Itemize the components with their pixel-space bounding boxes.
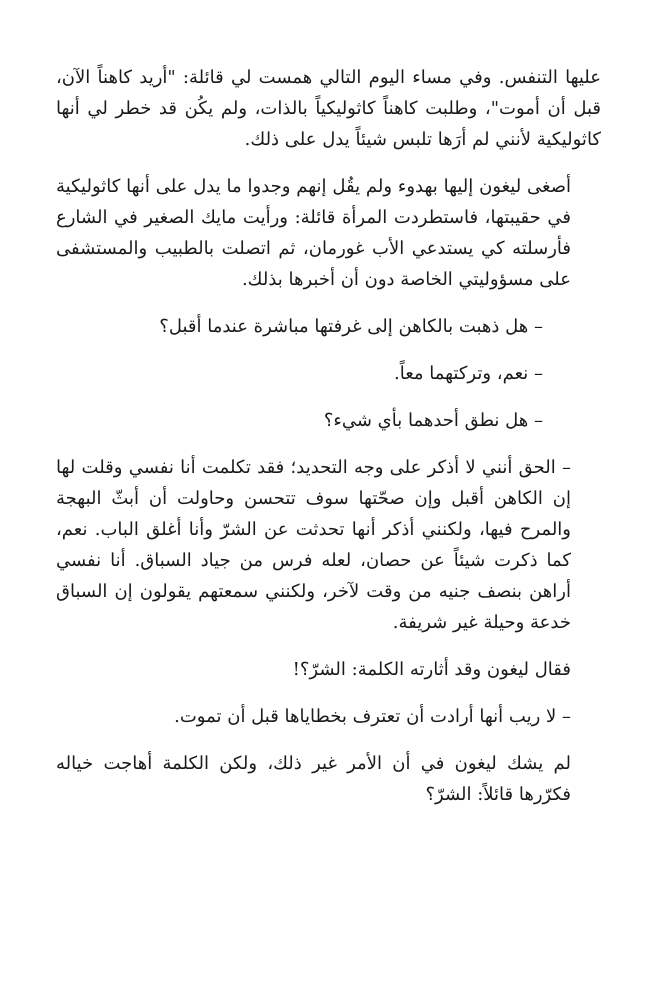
dialogue-line-3: – هل نطق أحدهما بأي شيء؟ bbox=[323, 410, 543, 431]
paragraph-4: فقال ليغون وقد أثارته الكلمة: الشرّ؟! bbox=[292, 659, 571, 680]
paragraph-1: عليها التنفس. وفي مساء اليوم التالي همست لي قائلة: "أريد كاهناً الآن، قبل أن أموت"، وطلبت كاهناً كاثوليكياً بالذات، ولم يكُن قد خطر لي أنها كاثوليكية لأنني لم أرَها تلبس شيئاً يدل على ذلك. bbox=[56, 67, 601, 150]
paragraph-2: أصغى ليغون إليها بهدوء ولم يقُل إنهم وجدوا ما يدل على أنها كاثوليكية في حقيبتها، فاستطردت المرأة قائلة: ورأيت مايك الصغير في الشارع فأرسلته كي يستدعي الأب غورمان، ثم اتصلت بالطبيب والمستشفى على مسؤوليتي الخاصة دون أن أخبرها بذلك. bbox=[56, 176, 572, 290]
book-page bbox=[56, 62, 601, 826]
dialogue-line-4: – لا ريب أنها أرادت أن تعترف بخطاياها قبل أن تموت. bbox=[174, 706, 571, 727]
paragraph-3: – الحق أنني لا أذكر على وجه التحديد؛ فقد تكلمت أنا نفسي وقلت لها إن الكاهن أقبل وإن صحّتها سوف تتحسن وحاولت أن أبثّ البهجة والمرح فيها، ولكنني أذكر أنها تحدثت عن الشرّ وأنا أغلق الباب. نعم، كما ذكرت شيئاً عن حصان، لعله فرس من جياد السباق. أنا نفسي أراهن بنصف جنيه من وقت لآخر، ولكنني سمعتهم يقولون إن السباق خدعة وحيلة غير شريفة. bbox=[56, 457, 571, 633]
dialogue-line-1: – هل ذهبت بالكاهن إلى غرفتها مباشرة عندما أقبل؟ bbox=[159, 316, 543, 337]
dialogue-line-2: – نعم، وتركتهما معاً. bbox=[393, 363, 543, 384]
paragraph-5: لم يشك ليغون في أن الأمر غير ذلك، ولكن الكلمة أهاجت خياله فكرّرها قائلاً: الشرّ؟ bbox=[56, 753, 571, 805]
